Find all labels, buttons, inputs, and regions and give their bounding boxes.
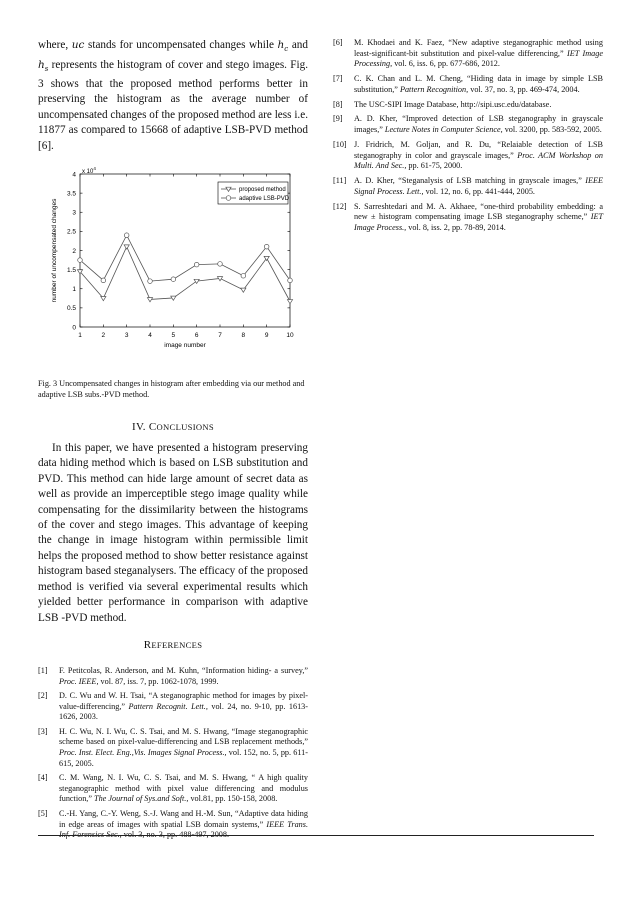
- series-line-2: [80, 235, 290, 281]
- references-list-right: [333, 38, 603, 233]
- references-heading: REFERENCES: [143, 638, 203, 651]
- data-point-series-2: [101, 278, 106, 283]
- series-line-1: [80, 247, 290, 302]
- reference-item: [10] J. Fridrich, M. Goljan, and R. Du, “Relaiable detection of LSB steganography in color and grayscale images,” Proc. ACM Workshop on Multi. And Sec., pp. 61-75, 2000.: [333, 139, 603, 171]
- data-point-series-1: [287, 300, 292, 304]
- reference-item: [8] The USC-SIPI Image Database, http://sipi.usc.edu/database.: [333, 99, 552, 109]
- y-tick-label: 0: [72, 324, 76, 332]
- math-hc: $h_c$: [277, 39, 289, 54]
- reference-number: [12]: [333, 201, 347, 211]
- x-tick-label: 3: [124, 332, 129, 340]
- reference-number: [4]: [38, 773, 48, 783]
- reference-item: [2] D. C. Wu and W. H. Tsai, “A steganographic method for images by pixel-value-differencing,” Pattern Recognit. Lett., vol. 24, no. 9-10, pp. 1613-1626, 2003.: [38, 691, 308, 722]
- data-point-series-1: [124, 245, 129, 249]
- x-tick-label: 5: [171, 332, 176, 340]
- reference-number: [3]: [38, 726, 48, 736]
- data-point-series-2: [288, 278, 293, 283]
- conclusions-paragraph: In this paper, we have presented a histogram preserving data hiding method which is based on LSB substitution and PVD. This method can hide large amount of secret data as well as provide an imperceptible stego image quality while compensating for the dissimilarity between the histograms of the cover and stego images. This advantage of keeping the change in image histogram within permissible limit helps the proposed method to show better resistance against histogram based steganalysers. The efficacy of the proposed method is verified via several experimental results which yielded better performance in comparison with adaptive LSB -PVD method.: [38, 442, 308, 624]
- y-tick-label: 2.5: [66, 228, 76, 236]
- reference-number: [11]: [333, 176, 347, 186]
- reference-number: [7]: [333, 74, 343, 84]
- references-list-left: [38, 666, 308, 841]
- reference-item: [7] C. K. Chan and L. M. Cheng, “Hiding data in image by simple LSB substitution,” Pattern Recognition, vol. 37, no. 3, pp. 469-474, 2004.: [333, 74, 603, 94]
- reference-number: [5]: [38, 809, 48, 819]
- data-point-series-2: [218, 262, 223, 267]
- y-axis-label: number of uncompensated changes: [51, 198, 58, 303]
- chart-svg: [38, 164, 308, 364]
- y-tick-label: 3: [72, 209, 76, 217]
- conclusions-heading: IV. CONCLUSIONS: [132, 421, 214, 434]
- legend-label: adaptive LSB-PVD: [239, 196, 290, 203]
- reference-item: [12] S. Sarreshtedari and M. A. Akhaee, “one-third probability embedding: a new ± histogram compensating image LSB steganography scheme,” IET Image Process., vol. 8, iss. 2, pp. 78-89, 2014.: [333, 201, 603, 232]
- y-tick-label: 4: [72, 171, 76, 179]
- y-tick-label: 0.5: [66, 305, 76, 313]
- y-tick-label: 1: [72, 286, 76, 294]
- y-tick-label: 1.5: [66, 266, 76, 274]
- reference-number: [6]: [333, 38, 343, 47]
- legend-marker: [226, 196, 231, 201]
- data-point-series-2: [264, 244, 269, 249]
- left-column: [38, 38, 308, 845]
- x-tick-label: 2: [101, 332, 106, 340]
- data-point-series-2: [148, 279, 153, 284]
- reference-item: [11] A. D. Kher, “Steganalysis of LSB matching in grayscale images,” IEEE Signal Process. Lett., vol. 12, no. 6, pp. 441-444, 2005.: [333, 176, 603, 196]
- figure-caption: Fig. 3 Uncompensated changes in histogram after embedding via our method and adaptive LSB subs.-PVD method.: [38, 379, 305, 400]
- reference-item: [1] F. Petitcolas, R. Anderson, and M. Kuhn, “Information hiding- a survey,” Proc. IEEE, vol. 87, iss. 7, pp. 1062-1078, 1999.: [38, 665, 308, 686]
- data-point-series-1: [147, 298, 152, 302]
- reference-number: [1]: [38, 665, 48, 675]
- reference-number: [10]: [333, 139, 347, 149]
- figure-3-chart: [38, 164, 308, 364]
- data-point-series-1: [241, 288, 246, 292]
- y-exponent-label: x $10^4$: [82, 166, 96, 176]
- y-tick-label: 3.5: [66, 190, 76, 198]
- intro-paragraph: where, uc stands for uncompensated changes while $h_c$ and $h_s$ represents the histogram of cover and stego images. Fig. 3 shows that the proposed method performs better in preserving the histogram as the average number of uncompensated changes of the proposed method are less i.e. 11877 as compared to 15668 of adaptive LSB-PVD method [6].: [38, 39, 308, 152]
- x-tick-label: 9: [264, 332, 269, 340]
- legend-label: proposed method: [239, 187, 286, 194]
- reference-item: [3] H. C. Wu, N. I. Wu, C. S. Tsai, and M. S. Hwang, “Image steganographic scheme based on pixel-value-differencing and LSB replacement methods,” Proc. Inst. Elect. Eng.,Vis. Images Signal Process., vol. 152, no. 5, pp. 611-615, 2005.: [38, 726, 308, 768]
- data-point-series-2: [124, 233, 129, 238]
- data-point-series-2: [171, 277, 176, 282]
- data-point-series-2: [194, 262, 199, 267]
- reference-number: [9]: [333, 114, 343, 124]
- right-column: [333, 38, 603, 238]
- reference-number: [2]: [38, 691, 48, 701]
- x-axis-label: image number: [164, 342, 206, 350]
- footer-rule: [38, 835, 594, 836]
- data-point-series-1: [264, 256, 269, 260]
- x-tick-label: 1: [78, 332, 82, 340]
- x-tick-label: 10: [286, 332, 294, 340]
- reference-item: [9] A. D. Kher, “Improved detection of LSB steganography in grayscale images,” Lecture Notes in Computer Science, vol. 3200, pp. 583-592, 2005.: [333, 114, 603, 135]
- x-tick-label: 7: [218, 332, 222, 340]
- math-hs: $h_s$: [38, 58, 49, 73]
- reference-item: [6] M. Khodaei and K. Faez, “New adaptive steganographic method using least-significant-bit substitution and pixel-value differencing,” IET Image Processing, vol. 6, iss. 6, pp. 677-686, 2012.: [333, 38, 603, 69]
- reference-number: [8]: [333, 99, 343, 109]
- data-point-series-2: [78, 258, 83, 263]
- reference-item: [5] C.-H. Yang, C.-Y. Weng, S.-J. Wang and H.-M. Sun, “Adaptive data hiding in edge areas of images with spatial LSB domain systems,” IEEE Trans. Inf. Forensics Sec., vol. 3, no. 3, pp. 488-497, 2008.: [38, 809, 308, 840]
- data-point-series-2: [241, 273, 246, 278]
- reference-item: [4] C. M. Wang, N. I. Wu, C. S. Tsai, and M. S. Hwang, “ A high quality steganographic method with pixel value differencing and modulus function,” The Journal of Sys.and Soft., vol.81, pp. 150-158, 2008.: [38, 773, 308, 804]
- math-uc: uc: [71, 39, 85, 51]
- x-tick-label: 8: [241, 332, 246, 340]
- x-tick-label: 6: [194, 332, 199, 340]
- y-tick-label: 2: [72, 247, 76, 255]
- x-tick-label: 4: [148, 332, 152, 340]
- data-point-series-1: [101, 297, 106, 301]
